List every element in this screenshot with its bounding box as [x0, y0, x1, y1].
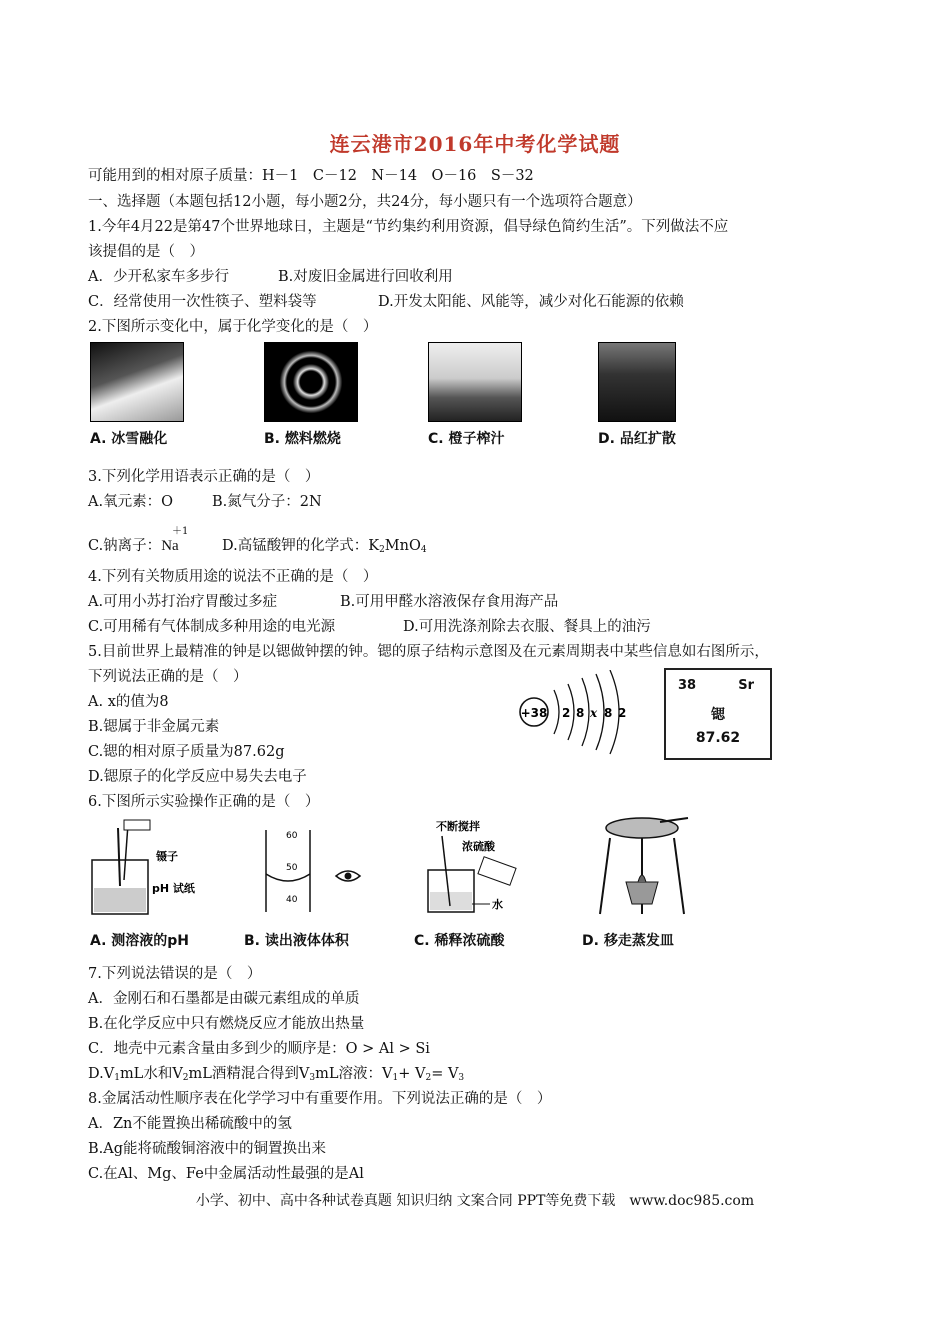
- ph-paper-label: pH 试纸: [152, 882, 195, 895]
- element-symbol: Sr: [738, 678, 754, 693]
- flame-image: [264, 342, 358, 422]
- q1-stem-line2: 该提倡的是（ ）: [88, 244, 204, 260]
- q4-option-b: B.可用甲醛水溶液保存食用海产品: [340, 594, 559, 610]
- q6-caption-c: C. 稀释浓硫酸: [414, 933, 505, 949]
- sodium-symbol: Na: [161, 538, 179, 554]
- q5-option-c: C.锶的相对原子质量为87.62g: [88, 744, 285, 760]
- shell-3: x: [590, 706, 598, 720]
- nucleus-charge: +38: [520, 706, 548, 720]
- q6-stem: 6.下图所示实验操作正确的是（ ）: [88, 794, 320, 810]
- q2-caption-c: C. 橙子榨汁: [428, 431, 505, 447]
- q7-stem: 7.下列说法错误的是（ ）: [88, 966, 262, 982]
- acid-label: 浓硫酸: [462, 840, 495, 853]
- water-label: 水: [492, 898, 503, 911]
- q1-option-c: C．经常使用一次性筷子、塑料袋等: [88, 294, 317, 310]
- q8-option-c: C.在Al、Mg、Fe中金属活动性最强的是Al: [88, 1166, 364, 1182]
- q6-caption-d: D. 移走蒸发皿: [582, 933, 674, 949]
- q3-option-b: B.氮气分子：2N: [212, 494, 322, 510]
- q6-caption-a: A. 测溶液的pH: [90, 933, 190, 949]
- q3-option-d: D.高锰酸钾的化学式：$K_2MnO_4$: [222, 538, 427, 555]
- atomic-masses: 可能用到的相对原子质量：H－1 C－12 N－14 O－16 S－32: [88, 168, 534, 184]
- page-title: 连云港市2016年中考化学试题: [329, 132, 621, 156]
- q3-stem: 3.下列化学用语表示正确的是（ ）: [88, 469, 320, 485]
- q3-charge: ＋1: [172, 526, 189, 537]
- section-heading: 一、选择题（本题包括12小题，每小题2分，共24分，每小题只有一个选项符合题意）: [88, 194, 642, 210]
- q1-stem-line1: 1.今年4月22是第47个世界地球日，主题是“节约集约利用资源，倡导绿色简约生活”。下列做法不应: [88, 219, 729, 235]
- q5-stem-line2: 下列说法正确的是（ ）: [88, 669, 248, 685]
- tweezers-label: 镊子: [156, 850, 178, 863]
- q2-figure-b: [264, 342, 358, 448]
- q7-option-d: $D.V_1mL$水和$V_2mL$酒精混合得到$V_3mL$溶液：$V_1+ V_2= V_3$: [88, 1066, 465, 1083]
- q6-figure-d: [590, 808, 700, 920]
- element-name: 锶: [711, 707, 725, 723]
- q5-stem-line1: 5.目前世界上最精准的钟是以锶做钟摆的钟。锶的原子结构示意图及在元素周期表中某些信息如右图所示，: [88, 644, 769, 660]
- q2-figure-d: [598, 342, 676, 448]
- q2-caption-d: D. 品红扩散: [598, 431, 676, 447]
- q1-option-b: B.对废旧金属进行回收利用: [278, 269, 453, 285]
- snow-image: [90, 342, 184, 422]
- q6-caption-b: B. 读出液体体积: [244, 933, 349, 949]
- q7-option-b: B.在化学反应中只有燃烧反应才能放出热量: [88, 1016, 365, 1032]
- q4-option-c: C.可用稀有气体制成多种用途的电光源: [88, 619, 336, 635]
- q5-option-a: A. x的值为8: [88, 694, 169, 710]
- shell-5: 2: [618, 706, 627, 720]
- q1-option-a: A．少开私家车多步行: [88, 269, 229, 285]
- shell-1: 2: [562, 706, 571, 720]
- shell-2: 8: [576, 706, 585, 720]
- periodic-table-cell: [664, 668, 772, 760]
- q3-option-c: C.钠离子：Na: [88, 538, 179, 554]
- strontium-atom-diagram: [512, 670, 638, 756]
- tick-50: 50: [286, 863, 298, 873]
- tick-60: 60: [286, 831, 298, 841]
- q6-figure-a: [88, 818, 228, 918]
- orange-image: [428, 342, 522, 422]
- q6-figure-b: [244, 826, 364, 916]
- tick-40: 40: [286, 895, 298, 905]
- q2-caption-a: A. 冰雪融化: [90, 431, 168, 447]
- q8-option-b: B.Ag能将硫酸铜溶液中的铜置换出来: [88, 1141, 327, 1157]
- q2-figure-c: [428, 342, 522, 448]
- q8-stem: 8.金属活动性顺序表在化学学习中有重要作用。下列说法正确的是（ ）: [88, 1091, 552, 1107]
- q2-figure-a: [90, 342, 184, 448]
- element-number: 38: [678, 678, 697, 693]
- q2-stem: 2.下图所示变化中，属于化学变化的是（ ）: [88, 319, 378, 335]
- q4-option-d: D.可用洗涤剂除去衣服、餐具上的油污: [403, 619, 651, 635]
- beaker-image: [598, 342, 676, 422]
- shell-4: 8: [604, 706, 613, 720]
- element-mass: 87.62: [695, 730, 741, 746]
- q2-caption-b: B. 燃料燃烧: [264, 431, 341, 447]
- q3-option-a: A.氧元素：O: [88, 494, 173, 510]
- page-footer: 小学、初中、高中各种试卷真题 知识归纳 文案合同 PPT等免费下载 www.doc985.com: [195, 1193, 755, 1209]
- q1-option-d: D.开发太阳能、风能等，减少对化石能源的依赖: [378, 294, 684, 310]
- q8-option-a: A．Zn不能置换出稀硫酸中的氢: [88, 1116, 292, 1132]
- q5-option-b: B.锶属于非金属元素: [88, 719, 220, 735]
- q4-stem: 4.下列有关物质用途的说法不正确的是（ ）: [88, 569, 378, 585]
- stir-label: 不断搅拌: [436, 820, 480, 833]
- q7-option-c: C．地壳中元素含量由多到少的顺序是：O > Al > Si: [88, 1041, 430, 1057]
- q7-option-a: A．金刚石和石墨都是由碳元素组成的单质: [88, 991, 360, 1007]
- q5-option-d: D.锶原子的化学反应中易失去电子: [88, 769, 307, 785]
- q6-figure-c: [414, 818, 544, 918]
- q4-option-a: A.可用小苏打治疗胃酸过多症: [88, 594, 278, 610]
